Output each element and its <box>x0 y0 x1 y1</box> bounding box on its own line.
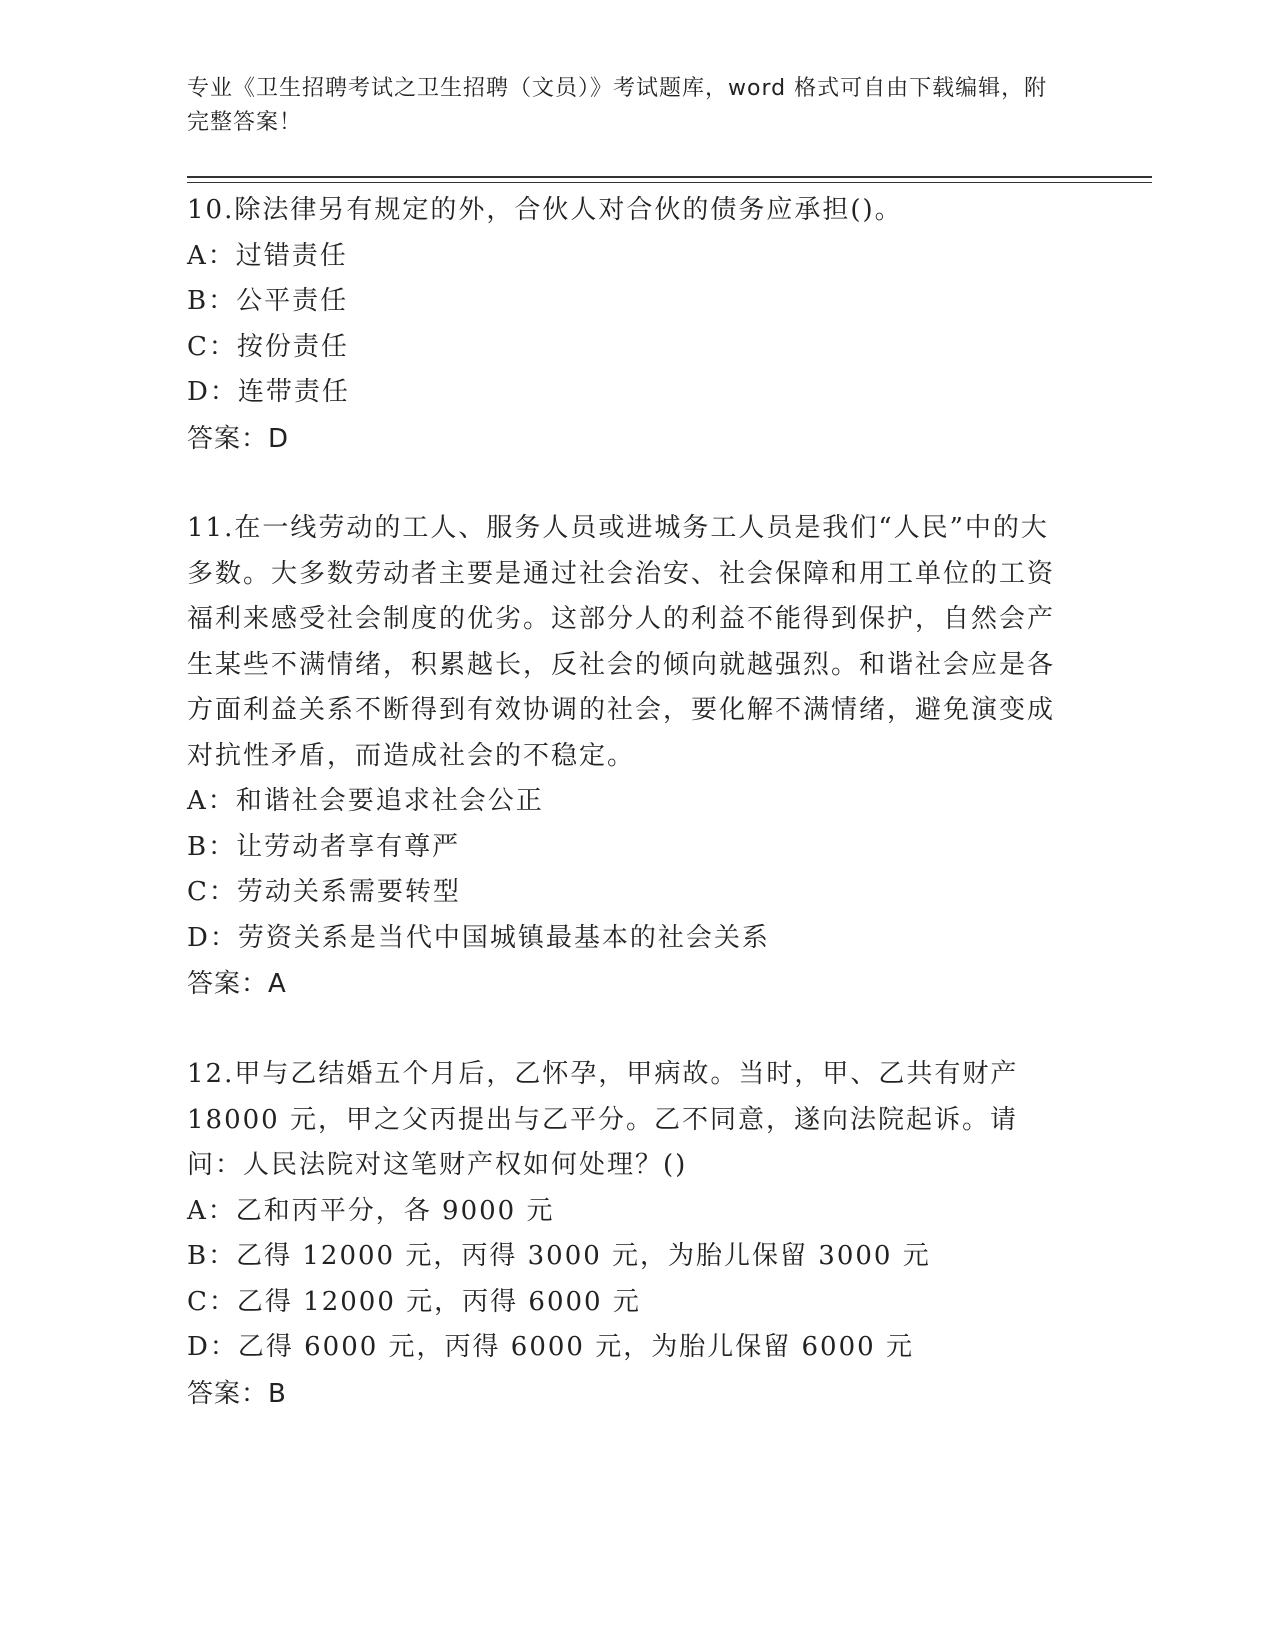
option-d: D：乙得 6000 元，丙得 6000 元，为胎儿保留 6000 元 <box>187 1332 914 1362</box>
option-a: A：和谐社会要追求社会公正 <box>187 786 544 816</box>
option-c: C：按份责任 <box>187 331 349 362</box>
option-c: C：劳动关系需要转型 <box>187 877 461 907</box>
question-stem: 11.在一线劳动的工人、服务人员或进城务工人员是我们“人民”中的大多数。大多数劳动者主要是通过社会治安、社会保障和用工单位的工资福利来感受社会制度的优劣。这部分人的利益不能得到保护，自然会产生某些不满情绪，积累越长，反社会的倾向就越强烈。和谐社会应是各方面利益关系不断得到有效协调的社会，要化解不满情绪，避免演变成对抗性矛盾，而造成社会的不稳定。 <box>187 513 1056 771</box>
option-c: C：乙得 12000 元，丙得 6000 元 <box>187 1286 641 1317</box>
option-b: B：公平责任 <box>187 286 349 316</box>
question-10 <box>187 188 1067 462</box>
option-d: D：劳资关系是当代中国城镇最基本的社会关系 <box>187 922 770 953</box>
answer: 答案：B <box>187 1378 287 1409</box>
question-11 <box>187 506 1067 1007</box>
header-divider-thick <box>187 176 1152 178</box>
question-12 <box>187 1052 1067 1417</box>
question-stem: 10.除法律另有规定的外，合伙人对合伙的债务应承担()。 <box>187 195 903 225</box>
option-b: B：乙得 12000 元，丙得 3000 元，为胎儿保留 3000 元 <box>187 1241 931 1271</box>
question-stem: 12.甲与乙结婚五个月后，乙怀孕，甲病故。当时，甲、乙共有财产 18000 元，甲之父丙提出与乙平分。乙不同意，遂向法院起诉。请问：人民法院对这笔财产权如何处理？() <box>187 1059 1019 1180</box>
header-divider-thin <box>187 182 1152 183</box>
option-d: D：连带责任 <box>187 377 350 407</box>
answer: 答案：D <box>187 423 290 454</box>
answer: 答案：A <box>187 969 287 999</box>
page-header: 专业《卫生招聘考试之卫生招聘（文员）》考试题库，word 格式可自由下载编辑，附完整答案！ <box>187 76 1048 135</box>
option-b: B：让劳动者享有尊严 <box>187 831 461 862</box>
option-a: A：乙和丙平分，各 9000 元 <box>187 1195 555 1226</box>
option-a: A：过错责任 <box>187 240 348 271</box>
